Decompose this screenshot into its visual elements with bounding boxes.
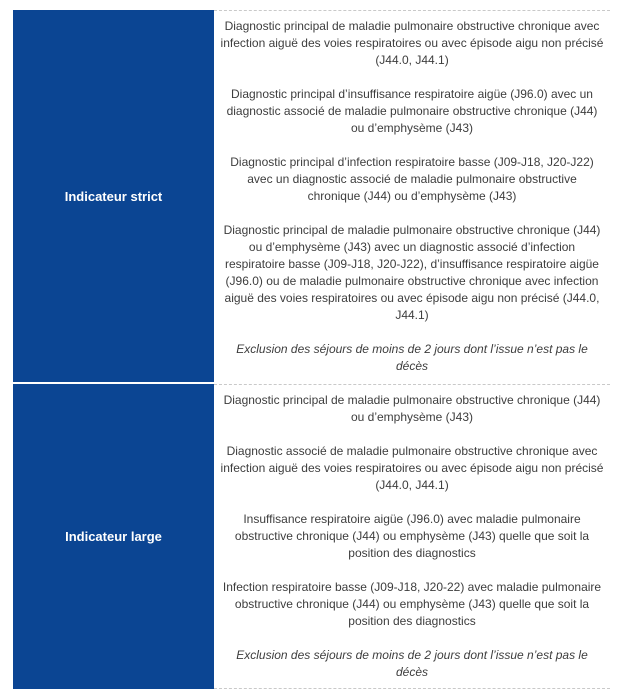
criteria-paragraph: Diagnostic principal de maladie pulmonaire obstructive chronique (J44) ou d’emphysème (J43) avec un diagnostic associé d’infection respiratoire basse (J09-J18, J20-J22), d’insuffisance respiratoire aigüe (J96.0) ou de maladie pulmonaire obstructive chronique avec infection aiguë des voies respiratoires ou avec épisode aigu non précisé (J44.0, J44.1): [223, 223, 601, 322]
row-label-indicateur-strict: Indicateur strict: [13, 10, 214, 382]
row-label-indicateur-large: Indicateur large: [13, 384, 214, 689]
criteria-paragraph: Diagnostic principal de maladie pulmonaire obstructive chronique avec infection aiguë des voies respiratoires ou avec épisode aigu non précisé (J44.0, J44.1): [220, 19, 604, 67]
criteria-paragraph: Insuffisance respiratoire aigüe (J96.0) avec maladie pulmonaire obstructive chronique (J44) ou emphysème (J43) quelle que soit la position des diagnostics: [234, 512, 590, 560]
indicator-definition-table: [13, 10, 610, 689]
criteria-paragraph: Diagnostic principal d’insuffisance respiratoire aigüe (J96.0) avec un diagnostic associé de maladie pulmonaire obstructive chronique (J44) ou d’emphysème (J43): [226, 87, 598, 135]
criteria-paragraph: Diagnostic principal d’infection respiratoire basse (J09-J18, J20-J22) avec un diagnostic associé de maladie pulmonaire obstructive chronique (J44) ou d’emphysème (J43): [230, 155, 594, 203]
table-row-indicateur-large: [13, 384, 610, 689]
exclusion-note: Exclusion des séjours de moins de 2 jours dont l’issue n’est pas le décès: [236, 648, 588, 679]
exclusion-note: Exclusion des séjours de moins de 2 jours dont l’issue n’est pas le décès: [236, 342, 588, 373]
row-content-indicateur-strict: [214, 10, 610, 382]
criteria-paragraph: Diagnostic principal de maladie pulmonaire obstructive chronique (J44) ou d’emphysème (J43): [223, 393, 601, 424]
row-content-indicateur-large: [214, 384, 610, 689]
table-row-indicateur-strict: [13, 10, 610, 382]
criteria-paragraph: Diagnostic associé de maladie pulmonaire obstructive chronique avec infection aiguë des voies respiratoires ou avec épisode aigu non précisé (J44.0, J44.1): [220, 444, 604, 492]
criteria-paragraph: Infection respiratoire basse (J09-J18, J20-22) avec maladie pulmonaire obstructive chronique (J44) ou emphysème (J43) quelle que soit la position des diagnostics: [222, 580, 602, 628]
